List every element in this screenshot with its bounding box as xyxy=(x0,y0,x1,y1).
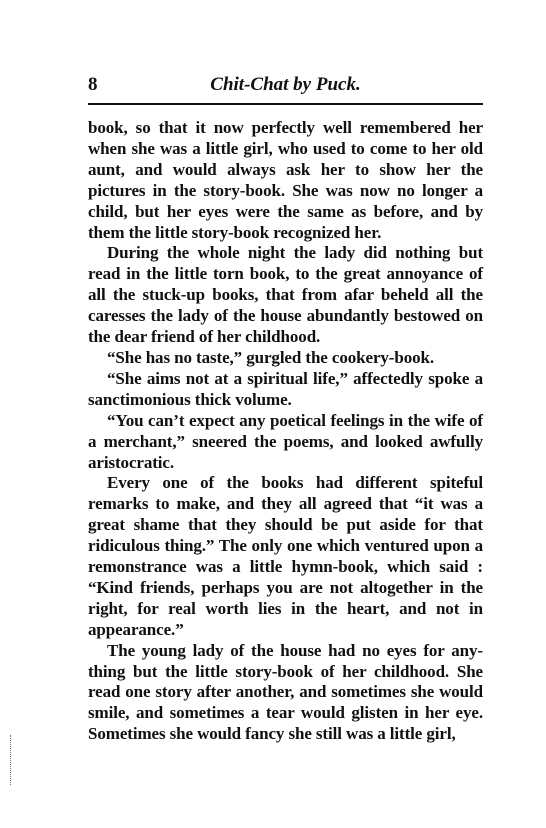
paragraph: “You can’t expect any poetical feelings in the wife of a merchant,” sneered the poems, and looked awfully aristocratic. xyxy=(88,410,483,472)
paragraph-continued: book, so that it now perfectly well remembered her when she was a little girl, who used to come to her old aunt, and would always ask her to show her the pictures in the story-book. She was now no longer a child, but her eyes were the same as before, and by them the little story-book recognized her. xyxy=(88,118,483,242)
page-number: 8 xyxy=(88,74,98,95)
running-title: Chit-Chat by Puck. xyxy=(210,74,361,95)
page-header xyxy=(88,74,483,100)
paragraph: “She aims not at a spiritual life,” affectedly spoke a sanctimonious thick volume. xyxy=(88,368,483,409)
paragraph: The young lady of the house had no eyes for any-thing but the little story-book of her childhood. She read one story after another, and sometimes she would smile, and sometimes a tear would glisten in her eye. Sometimes she would fancy she still was a little girl, xyxy=(88,640,483,744)
header-rule xyxy=(88,103,483,105)
paragraph: “She has no taste,” gurgled the cookery-book. xyxy=(107,347,435,367)
scan-margin-mark xyxy=(10,735,11,785)
paragraph: During the whole night the lady did nothing but read in the little torn book, to the great annoyance of all the stuck-up books, that from afar beheld all the caresses the lady of the house abundantly bestowed on the dear friend of her childhood. xyxy=(88,243,483,347)
paragraph: Every one of the books had different spiteful remarks to make, and they all agreed that “it was a great shame that they should be put aside for that ridiculous thing.” The only one which ventured upon a remonstrance was a little hymn-book, which said : “Kind friends, perhaps you are not altogether in the right, for real worth lies in the heart, and not in appearance.” xyxy=(88,473,483,639)
body-text xyxy=(88,118,483,745)
